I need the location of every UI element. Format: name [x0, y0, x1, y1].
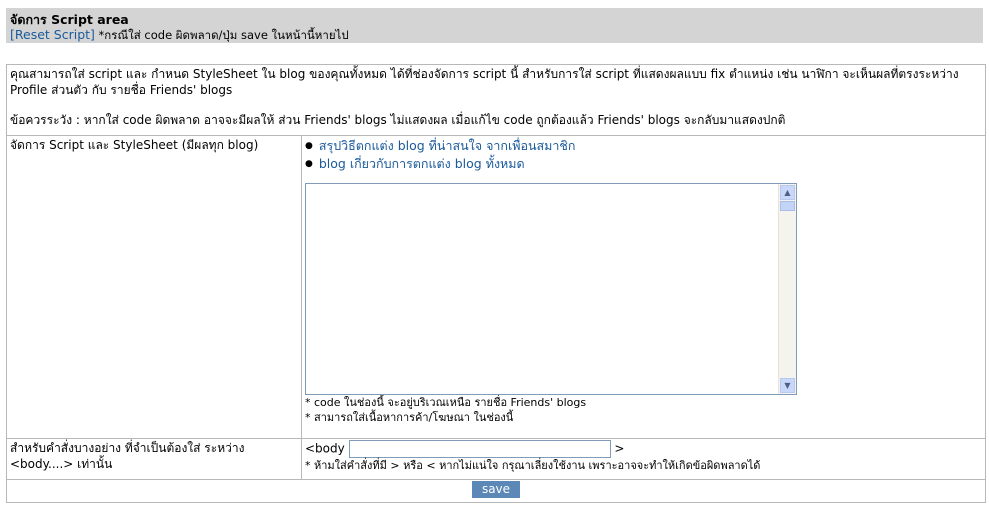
decorating-blogs-link[interactable]: blog เกี่ยวกับการตกแต่ง blog ทั้งหมด [318, 156, 525, 171]
save-button[interactable]: save [472, 481, 520, 498]
body-input-cell [302, 439, 986, 480]
warning-text: ข้อควรระวัง : หากใส่ code ผิดพลาด อาจจะมีผลให้ ส่วน Friends' blogs ไม่แสดงผล เมื่อแก้ไข code ถูกต้องแล้ว Friends' blogs จะกลับมาแสดงปกติ [10, 113, 786, 127]
header-subtitle [10, 27, 349, 45]
scrollbar[interactable] [778, 184, 796, 394]
body-suffix: > [614, 441, 625, 456]
scroll-thumb[interactable] [780, 201, 795, 211]
script-editor[interactable] [305, 183, 797, 395]
link-list [305, 137, 982, 173]
body-prefix: <body [305, 441, 345, 456]
script-label: จัดการ Script และ StyleSheet (มีผลทุก blog) [7, 136, 302, 439]
save-row [7, 480, 986, 503]
page-title: จัดการ Script area [10, 12, 129, 27]
intro-text: คุณสามารถใส่ script และ กำหนด StyleSheet ใน blog ของคุณทั้งหมด ได้ที่ช่องจัดการ script นี้ สำหรับการใส่ script ที่แสดงผลแบบ fix ตำแหน่ง เช่น นาฬิกา จะเห็นผลที่ตรงระหว่าง Profile ส่วนตัว กับ รายชื่อ Friends' blogs [10, 67, 959, 97]
settings-table [6, 64, 986, 503]
intro-cell [7, 65, 986, 136]
body-attributes-input[interactable] [349, 440, 611, 458]
tips-link[interactable]: สรุปวิธีตกแต่ง blog ที่น่าสนใจ จากเพื่อนสมาชิก [318, 138, 576, 153]
script-area-header [6, 8, 983, 43]
body-label: สำหรับคำสั่งบางอย่าง ที่จำเป็นต้องใส่ ระหว่าง <body....> เท่านั้น [7, 439, 302, 480]
editor-note-position: * code ในช่องนี้ จะอยู่บริเวณเหนือ รายชื่อ Friends' blogs [305, 396, 587, 409]
bullet-icon: ● [305, 159, 313, 169]
reset-note: *กรณีใส่ code ผิดพลาด/ปุ่ม save ในหน้านี้หายไป [94, 28, 349, 42]
script-editor-cell [302, 136, 986, 439]
scroll-down-icon[interactable]: ▼ [780, 378, 795, 393]
script-textarea[interactable] [306, 184, 778, 392]
list-item [305, 137, 982, 155]
reset-script-link[interactable]: [Reset Script] [10, 27, 95, 42]
bullet-icon: ● [305, 141, 313, 151]
editor-note-ads: * สามารถใส่เนื้อหาการค้า/โฆษณา ในช่องนี้ [305, 411, 514, 424]
scroll-up-icon[interactable]: ▲ [780, 185, 795, 200]
body-warning-note: * ห้ามใส่คำสั่งที่มี > หรือ < หากไม่แน่ใจ กรุณาเลี่ยงใช้งาน เพราะอาจจะทำให้เกิดข้อผิดพลาดได้ [305, 459, 761, 472]
list-item [305, 155, 982, 173]
